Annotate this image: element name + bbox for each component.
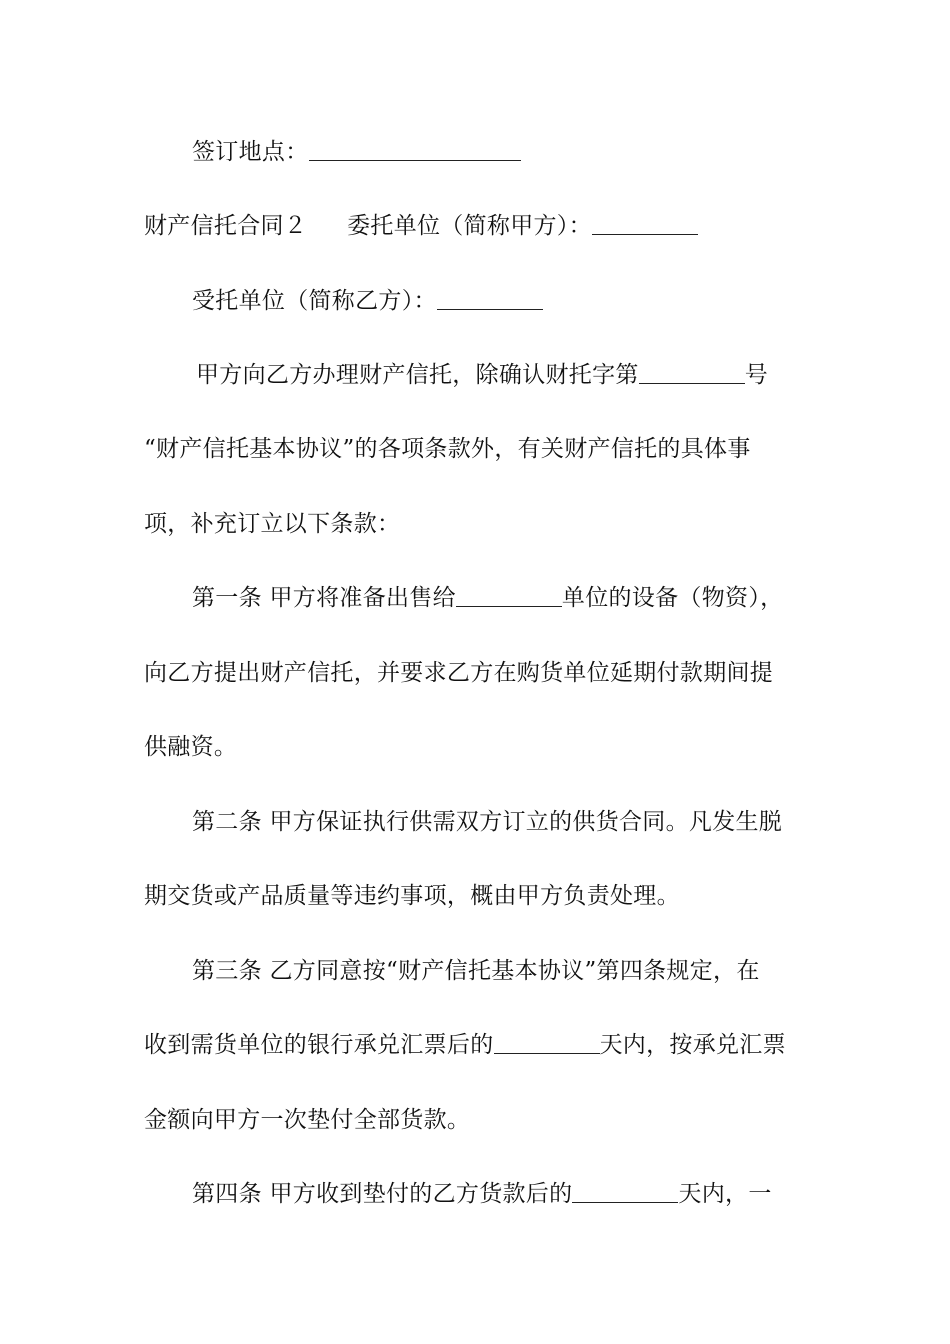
days-blank-1 [494,1031,600,1054]
intro-text-1a: 甲方向乙方办理财产信托，除确认财托字第 [196,362,639,388]
article3-line-3 [0,1103,950,1137]
party-b-line [0,284,950,318]
party-a-blank [592,212,698,235]
buyer-unit-blank [456,584,562,607]
article1-line-3 [0,730,950,764]
article4-text-1b: 天内，一 [678,1181,772,1207]
article1-text-1b: 单位的设备（物资）， [561,585,784,611]
article2-line-1 [0,805,950,839]
intro-line-2 [0,432,950,466]
party-a-label: 委托单位（简称甲方）： [347,213,592,239]
second-contract-line [0,209,950,243]
article3-text-3: 金额向甲方一次垫付全部货款。 [144,1107,471,1133]
article4-line-1 [0,1177,950,1211]
article2-text-2: 期交货或产品质量等违约事项，概由甲方负责处理。 [144,883,680,909]
days-blank-2 [572,1180,678,1203]
signing-place-line [0,135,950,169]
agreement-number-blank [639,361,745,384]
intro-text-3: 项，补充订立以下条款： [144,511,401,537]
intro-text-2: “财产信托基本协议”的各项条款外，有关财产信托的具体事 [144,436,751,462]
article1-text-1a: 第一条 甲方将准备出售给 [192,585,456,611]
article1-line-2 [0,656,950,690]
article2-line-2 [0,879,950,913]
article1-text-3: 供融资。 [144,734,238,760]
contract-title: 财产信托合同２ [144,213,308,239]
article3-text-2a: 收到需货单位的银行承兑汇票后的 [144,1032,494,1058]
signing-place-label: 签订地点： [192,139,309,165]
article1-text-2: 向乙方提出财产信托，并要求乙方在购货单位延期付款期间提 [144,660,774,686]
intro-line-3 [0,507,950,541]
intro-line-1 [0,358,950,392]
article3-text-2b: 天内，按承兑汇票 [599,1032,786,1058]
article2-text-1: 第二条 甲方保证执行供需双方订立的供货合同。凡发生脱 [192,809,783,835]
article3-line-1 [0,954,950,988]
signing-place-blank [309,138,521,161]
party-b-blank [437,287,543,310]
article3-text-1: 第三条 乙方同意按“财产信托基本协议”第四条规定，在 [192,958,760,984]
article4-text-1a: 第四条 甲方收到垫付的乙方货款后的 [192,1181,573,1207]
party-b-label: 受托单位（简称乙方）： [192,288,437,314]
article1-line-1 [0,581,950,615]
article3-line-2 [0,1028,950,1062]
intro-text-1b: 号 [744,362,769,388]
